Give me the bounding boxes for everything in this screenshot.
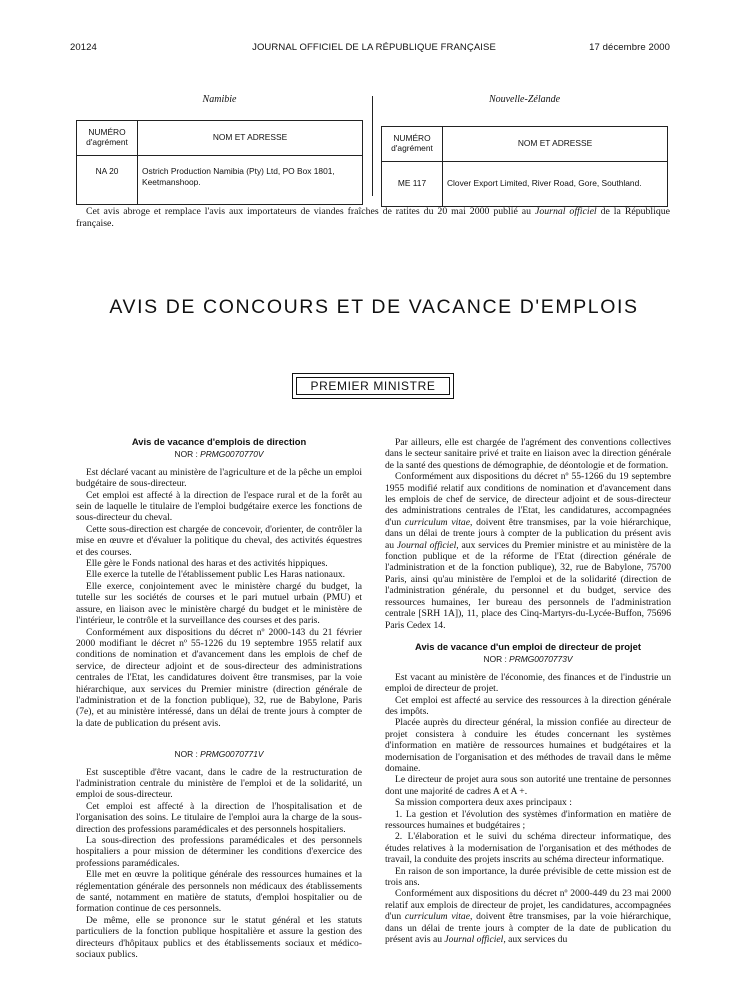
country-namibie: Namibie: [202, 94, 237, 105]
table-nouvelle-zelande: [381, 126, 668, 207]
paragraph: De même, elle se prononce sur le statut général et les statuts particuliers de la fonction publique hospitalière et assure la gestion des directeurs d'hôpitaux publics et des établissements sociaux et médico-sociaux publics.: [76, 914, 362, 961]
text-run-italic: curriculum vitae: [404, 516, 470, 528]
notice-journal-name: Journal officiel: [535, 206, 597, 217]
text-run: , aux services du Premier ministre et au ministère de la fonction publique et de la réforme de l'Etat (direction générale de l'administration et de la fonction publique), 32, rue de Babylone, 75700 Paris, ainsi qu'au ministère de l'emploi et de la solidarité (direction de l'administration générale, du personnel et du budget, service des ressources humaines, 1er bureau des personnels de l'administration centrale [SRH 1A]), 11, place des Cinq-Martyrs-du-Lycée-Buffon, 75696 Paris Cedex 14.: [385, 539, 671, 631]
nor-reference: [385, 654, 671, 665]
nor-label: NOR :: [174, 449, 201, 460]
spacer: [385, 631, 671, 641]
col-header-nom: NOM ET ADRESSE: [138, 121, 363, 156]
paragraph: 2. L'élaboration et le suivi du schéma directeur informatique, des études relatives à la modernisation de l'organisation et des méthodes de travail, la conduite des projets inscrits au schéma directeur informatique.: [385, 831, 671, 866]
nor-reference: [76, 749, 362, 760]
journal-title: JOURNAL OFFICIEL DE LA RÉPUBLIQUE FRANÇAISE: [252, 42, 496, 53]
paragraph: La sous-direction des professions paramédicales et des personnels hospitaliers a pour mission de déterminer les conditions d'exercice des professions paramédicales.: [76, 835, 362, 869]
table-row: [382, 162, 668, 207]
notice-text: Cet avis abroge et remplace l'avis aux importateurs de viandes fraîches de ratites du 20 mai 2000 publié au: [86, 206, 535, 217]
section-title-directeur-projet: Avis de vacance d'un emploi de directeur de projet: [415, 640, 641, 652]
ministry-box: [292, 373, 454, 399]
paragraph: Elle gère le Fonds national des haras et des activités hippiques.: [86, 558, 328, 570]
text-run-italic: Journal officiel: [444, 934, 504, 946]
section-title-direction: Avis de vacance d'emplois de direction: [131, 436, 307, 447]
country-nouvelle-zelande: Nouvelle-Zélande: [488, 94, 561, 105]
text-run: Conformément aux dispositions du décret nº 2000-449 du 23 mai 2000 relatif aux emplois de directeur de projet, les candidatures, accompagnées d'un: [385, 888, 671, 923]
nor-label: NOR :: [174, 749, 201, 760]
abrogation-notice: [76, 206, 670, 230]
paragraph: Elle exerce la tutelle de l'établissement public Les Haras nationaux.: [86, 569, 346, 581]
paragraph: Par ailleurs, elle est chargée de l'agrément des conventions collectives dans le secteur sanitaire privé et traite en liaison avec la direction générale de la santé des questions de démographie, de déontologie et de formation.: [385, 437, 671, 471]
paragraph: Placée auprès du directeur général, la mission confiée au directeur de projet consistera à conduire les études concernant les systèmes d'information en matière de ressources humaines et budgétaires et la modernisation de l'organisation et des méthodes de travail dans le même domaine.: [385, 717, 671, 774]
nor-code: PRMG0070773V: [509, 654, 573, 665]
main-title: AVIS DE CONCOURS ET DE VACANCE D'EMPLOIS: [109, 296, 639, 318]
paragraph: Est vacant au ministère de l'économie, des finances et de l'industrie un emploi de directeur de projet.: [385, 671, 671, 695]
paragraph: En raison de son importance, la durée prévisible de cette mission est de trois ans.: [385, 865, 671, 889]
text-run-italic: Journal officiel: [396, 539, 457, 551]
paragraph: Sa mission comportera deux axes principaux :: [395, 797, 572, 809]
nor-label: NOR :: [483, 654, 510, 665]
right-column: [385, 437, 671, 945]
col-header-nom: NOM ET ADRESSE: [443, 127, 668, 162]
paragraph: Cet emploi est affecté à la direction de l'hospitalisation et de l'organisation des soins. Le titulaire de l'emploi aura la charge de la sous-direction des professions paramédicales et des personnels hospitaliers.: [76, 800, 362, 835]
agrement-number: ME 117: [382, 162, 443, 207]
text-run: Conformément aux dispositions du décret nº 55-1266 du 19 septembre 1955 modifié relatif aux conditions de nomination et d'avancement dans les emplois de chef de service, de directeur adjoint et de sous-directeur des administrations centrales de l'Etat, les candidatures, accompagnées d'un: [385, 471, 671, 528]
column-divider: [372, 96, 373, 196]
agrement-number: NA 20: [77, 156, 138, 205]
paragraph: Cet emploi est affecté au service des ressources à la direction générale des impôts.: [385, 694, 671, 717]
spacer: [76, 739, 362, 749]
issue-date: 17 décembre 2000: [589, 42, 670, 53]
paragraph: Cette sous-direction est chargée de concevoir, d'orienter, de contrôler la mise en œuvre et d'évaluer la politique du cheval, des activités équestres et des courses.: [76, 523, 362, 558]
text-run: , doivent être transmises, par la voie hiérarchique, dans un délai de trente jours à compter de la publication du présent avis au: [385, 516, 671, 551]
col-header-numero: NUMÉRO d'agrément: [382, 127, 443, 162]
table-row: [77, 156, 363, 205]
nor-code: PRMG0070770V: [200, 449, 264, 460]
paragraph: [385, 888, 671, 945]
text-run: , doivent être transmises, par la voie hiérarchique, dans un délai de trente jours à compter de la date de publication du présent avis au: [385, 911, 671, 946]
page-number: 20124: [70, 42, 97, 53]
left-column: [76, 436, 362, 960]
text-run-italic: curriculum vitae: [404, 911, 470, 923]
spacer: [76, 729, 362, 739]
paragraph: [385, 471, 671, 631]
paragraph: Conformément aux dispositions du décret nº 2000-143 du 21 février 2000 modifiant le décret nº 55-1226 du 19 septembre 1955 relatif aux conditions de nomination et d'avancement dans les emplois de chef de service, de directeur adjoint et de sous-directeur des administrations centrales de l'Etat, les candidatures doivent être transmises, par la voie hiérarchique, aux services du Premier ministre (direction générale de l'administration et de la fonction publique), 32, rue de Babylone, Paris (7e), et au ministère intéressé, dans un délai de trente jours à compter de la date de publication du présent avis.: [76, 626, 362, 729]
ministry-label: PREMIER MINISTRE: [296, 377, 450, 395]
text-run: , aux services du: [503, 934, 568, 946]
agrement-name-address: Ostrich Production Namibia (Pty) Ltd, PO Box 1801, Keetmanshoop.: [138, 156, 363, 205]
agrement-name-address: Clover Export Limited, River Road, Gore, Southland.: [443, 162, 668, 207]
nor-code: PRMG0070771V: [200, 749, 264, 760]
paragraph: Le directeur de projet aura sous son autorité une trentaine de personnes dont une majorité de cadres A et A +.: [385, 774, 671, 797]
paragraph: Est susceptible d'être vacant, dans le cadre de la restructuration de l'administration centrale du ministère de l'emploi et de la solidarité, un emploi de sous-directeur.: [76, 766, 362, 801]
col-header-numero: NUMÉRO d'agrément: [77, 121, 138, 156]
nor-reference: [76, 449, 362, 460]
paragraph: Elle met en œuvre la politique générale des ressources humaines et la réglementation générale des personnels non médicaux des établissements de santé, notamment en matière de statuts, d'emploi hospitalier ou de formation continue de ces personnels.: [76, 869, 362, 915]
paragraph: 1. La gestion et l'évolution des systèmes d'information en matière de ressources humaines et budgétaires ;: [385, 808, 671, 831]
paragraph: Elle exerce, conjointement avec le ministère chargé du budget, la tutelle sur les sociétés de courses et le pari mutuel urbain (PMU) et assure, en liaison avec le ministère chargé du budget et le ministère de l'intérieur, le contrôle et la surveillance des courses et des paris.: [76, 580, 362, 627]
notice-text-end: de la République française.: [76, 206, 670, 229]
table-namibie: [76, 120, 363, 205]
paragraph: Cet emploi est affecté à la direction de l'espace rural et de la forêt au sein de laquelle le titulaire de l'emploi budgétaire exerce les fonctions de sous-directeur du cheval.: [76, 489, 362, 524]
paragraph: Est déclaré vacant au ministère de l'agriculture et de la pêche un emploi budgétaire de sous-directeur.: [76, 466, 362, 490]
